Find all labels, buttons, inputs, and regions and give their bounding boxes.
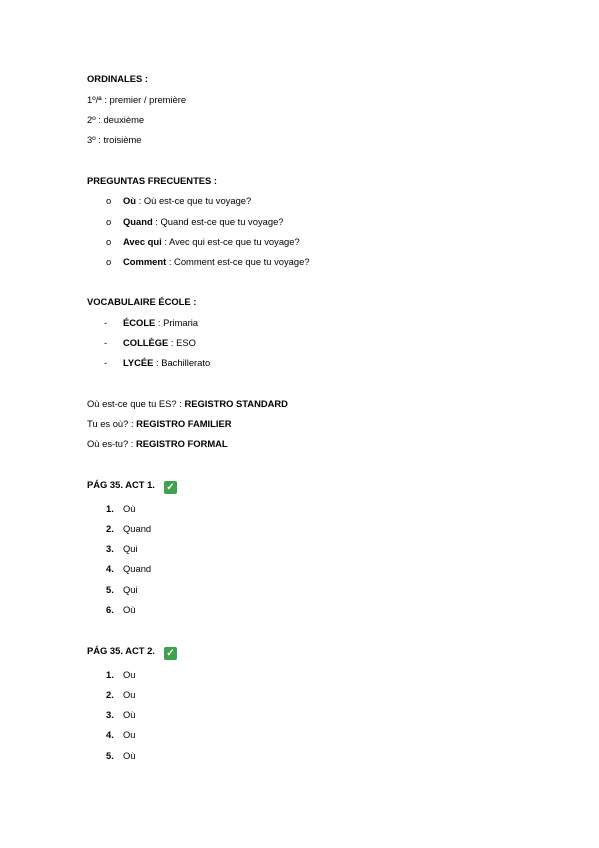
vocab-text: : Bachillerato — [153, 357, 211, 368]
registro-line — [87, 418, 232, 430]
item-number: 4. — [106, 729, 114, 740]
item-answer: Qui — [123, 543, 138, 554]
circle-bullet: o — [106, 216, 112, 227]
pregunta-text: : Comment est-ce que tu voyage? — [166, 256, 310, 267]
pregunta-term: Où — [123, 195, 137, 206]
item-answer: Ou — [123, 729, 136, 740]
registro-label: REGISTRO FORMAL — [135, 438, 228, 449]
pregunta-term: Comment — [123, 256, 167, 267]
vocab-term: LYCÉE — [123, 357, 154, 368]
circle-bullet: o — [106, 236, 112, 247]
pregunta-term: Quand — [123, 216, 153, 227]
checkmark-icon: ✓ — [164, 481, 177, 494]
item-number: 5. — [106, 584, 114, 595]
vocab-text: : ESO — [168, 337, 196, 348]
registro-question: Où est-ce que tu ES? : — [87, 398, 185, 409]
act2-heading — [87, 645, 177, 660]
item-number: 2. — [106, 523, 114, 534]
item-number: 1. — [106, 669, 114, 680]
item-answer: Qui — [123, 584, 138, 595]
vocab-term: COLLÈGE — [123, 337, 169, 348]
circle-bullet: o — [106, 256, 112, 267]
item-answer: Ou — [123, 669, 136, 680]
item-answer: Où — [123, 604, 136, 615]
ordinal-line: 2º : deuxième — [87, 114, 145, 125]
pregunta-text: : Où est-ce que tu voyage? — [136, 195, 252, 206]
pregunta-term: Avec qui — [123, 236, 162, 247]
item-number: 3. — [106, 543, 114, 554]
checkmark-icon: ✓ — [164, 647, 177, 660]
registro-question: Où es-tu? : — [87, 438, 136, 449]
item-answer: Où — [123, 750, 136, 761]
item-number: 2. — [106, 689, 114, 700]
item-number: 3. — [106, 709, 114, 720]
preguntas-heading: PREGUNTAS FRECUENTES : — [87, 175, 218, 186]
pregunta-text: : Avec qui est-ce que tu voyage? — [161, 236, 300, 247]
act1-heading — [87, 479, 177, 494]
item-answer: Quand — [123, 563, 152, 574]
item-answer: Ou — [123, 689, 136, 700]
item-number: 6. — [106, 604, 114, 615]
registro-label: REGISTRO STANDARD — [184, 398, 288, 409]
registro-label: REGISTRO FAMILIER — [136, 418, 232, 429]
ordinales-heading: ORDINALES : — [87, 73, 148, 84]
dash-bullet: - — [104, 317, 108, 328]
registro-line — [87, 438, 228, 450]
registro-line — [87, 398, 288, 410]
pregunta-text: : Quand est-ce que tu voyage? — [152, 216, 284, 227]
ordinal-line: 3º : troisième — [87, 134, 142, 145]
circle-bullet: o — [106, 195, 112, 206]
registro-question: Tu es où? : — [87, 418, 137, 429]
item-answer: Où — [123, 503, 136, 514]
item-answer: Où — [123, 709, 136, 720]
dash-bullet: - — [104, 357, 108, 368]
item-number: 4. — [106, 563, 114, 574]
act1-title: PÁG 35. ACT 1. — [87, 479, 155, 490]
vocab-term: ÉCOLE — [123, 317, 156, 328]
vocab-heading: VOCABULAIRE ÉCOLE : — [87, 296, 197, 307]
act2-title: PÁG 35. ACT 2. — [87, 645, 155, 656]
ordinal-line: 1º/ª : premier / première — [87, 94, 187, 105]
item-number: 5. — [106, 750, 114, 761]
item-number: 1. — [106, 503, 114, 514]
item-answer: Quand — [123, 523, 152, 534]
vocab-text: : Primaria — [155, 317, 199, 328]
dash-bullet: - — [104, 337, 108, 348]
